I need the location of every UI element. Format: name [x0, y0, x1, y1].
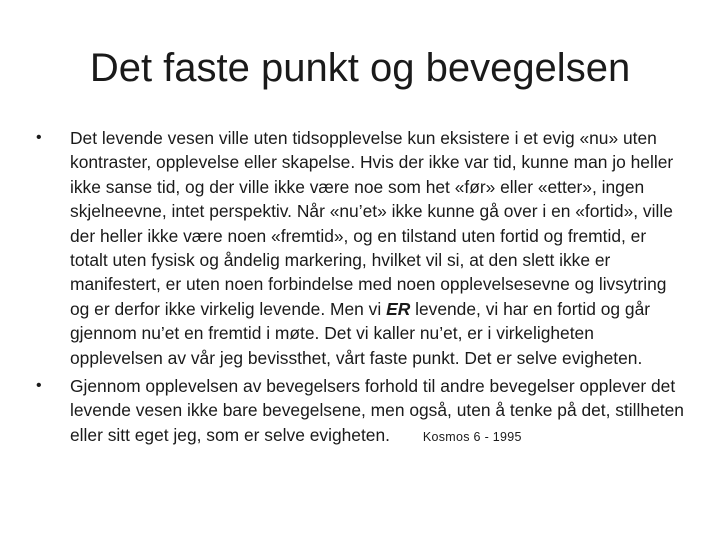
bullet-dot-icon: • — [36, 377, 42, 395]
bullet-text: Gjennom opplevelsen av bevegelsers forhold til andre bevegelser opplever det levende vesen ikke bare bevegelsene, men også, uten å tenke på det, stillheten eller sitt eget jeg, som er selve evigheten. — [70, 376, 684, 445]
bullet-dot-icon: • — [36, 129, 42, 146]
bullet-text-part-1: Det levende vesen ville uten tidsopplevelse kun eksistere i et evig «nu» uten kontraster, opplevelse eller skapelse. Hvis der ikke var tid, kunne man jo heller ikke sanse tid, og der ville ikke være noe som het «før» eller «etter», ingen skjelneevne, intet perspektiv. Når «nu’et» ikke kunne gå over i en «fortid», ville der heller ikke være noen «fremtid», og en tilstand uten fortid og fremtid, er totalt uten fysisk og åndelig markering, hvilket vil si, at den slett ikke er manifestert, er uten noen forbindelse med noen opplevelsesevne og livsytring og er derfor ikke virkelig levende. Men vi — [70, 128, 674, 319]
bullet-text-part-2: levende, vi har en fortid og går gjennom nu’et en fremtid i møte. Det vi kaller nu’et, er i virkeligheten opplevelsen av vår jeg bevissthet, vårt faste punkt. Det er selve evigheten. — [70, 298, 651, 368]
bullet-list — [36, 126, 686, 453]
bullet-item-1 — [36, 126, 686, 370]
source-citation: Kosmos 6 - 1995 — [422, 429, 522, 444]
bullet-item-2 — [36, 374, 686, 449]
bullet-emphasis: ER — [386, 298, 411, 319]
slide-title: Det faste punkt og bevegelsen — [89, 46, 631, 90]
